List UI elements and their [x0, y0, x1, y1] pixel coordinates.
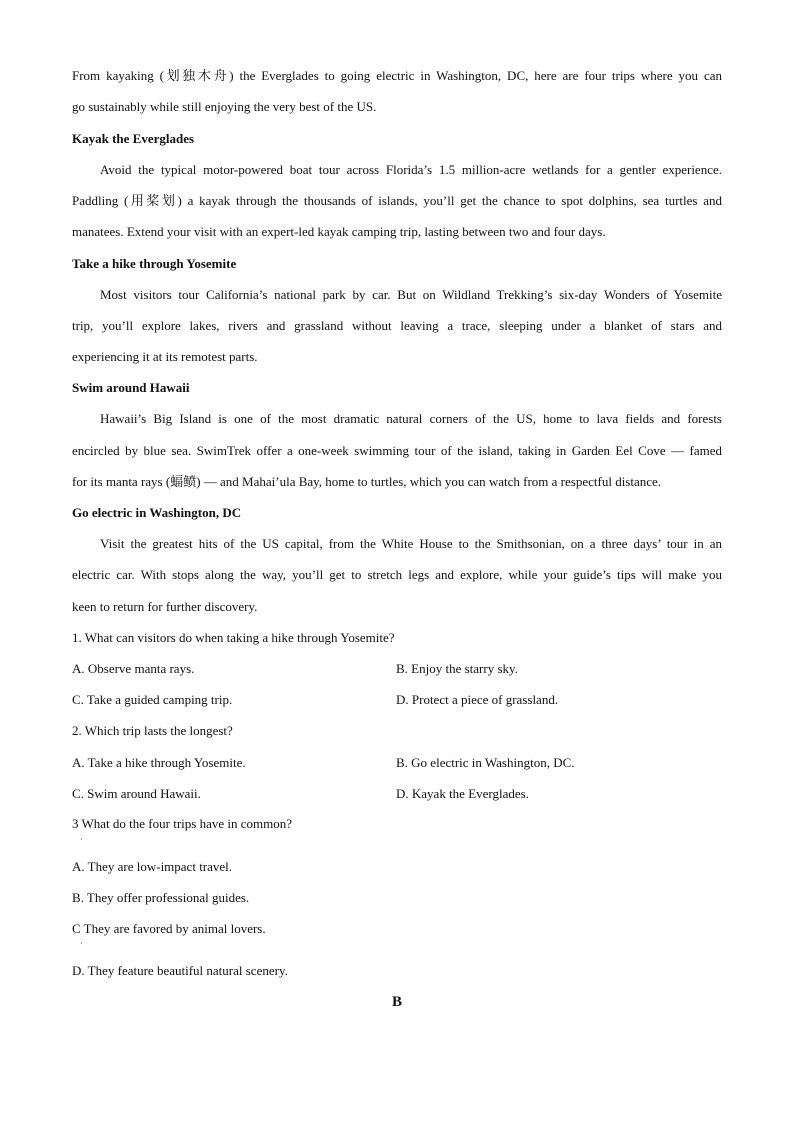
paragraph-line: Hawaii’s Big Island is one of the most dramatic natural corners of the US, home to lava fields and forests [100, 411, 722, 426]
question-stem: 1. What can visitors do when taking a hike through Yosemite? [72, 630, 395, 645]
section-heading-hawaii: Swim around Hawaii [72, 380, 190, 395]
paragraph-line: keen to return for further discovery. [72, 599, 258, 614]
section-heading-washington: Go electric in Washington, DC [72, 505, 242, 520]
paragraph-line: for its manta rays (蝠鲼) — and Mahai’ula Bay, home to turtles, which you can watch from a respectful distance. [72, 474, 662, 489]
question-2-options-row-1 [72, 755, 722, 771]
dot-mark: · [80, 938, 83, 948]
paragraph-line: experiencing it at its remotest parts. [72, 349, 258, 364]
paragraph-line: Avoid the typical motor-powered boat tour across Florida’s 1.5 million-acre wetlands for a gentler experience. [100, 162, 722, 177]
paragraph-line: Paddling (用桨划) a kayak through the thousands of islands, you’ll get the chance to spot dolphins, sea turtles and [72, 193, 722, 208]
question-stem: 2. Which trip lasts the longest? [72, 723, 233, 738]
option-a[interactable]: A. They are low-impact travel. [72, 859, 233, 874]
paragraph-line: manatees. Extend your visit with an expert-led kayak camping trip, lasting between two and four days. [72, 224, 606, 239]
option-c[interactable]: C They are favored by animal lovers. [72, 921, 266, 936]
option-b[interactable]: B. They offer professional guides. [72, 890, 250, 905]
question-2-options-row-2 [72, 786, 722, 802]
intro-line-2: go sustainably while still enjoying the very best of the US. [72, 99, 377, 114]
option-c[interactable]: C. Take a guided camping trip. [72, 692, 233, 707]
option-b[interactable]: B. Enjoy the starry sky. [396, 661, 518, 676]
option-c[interactable]: C. Swim around Hawaii. [72, 786, 201, 801]
section-heading-kayak: Kayak the Everglades [72, 131, 195, 146]
option-a[interactable]: A. Take a hike through Yosemite. [72, 755, 246, 770]
paragraph-line: encircled by blue sea. SwimTrek offer a one-week swimming tour of the island, taking in Garden Eel Cove — famed [72, 443, 722, 458]
intro-line-1: From kayaking (划独木舟) the Everglades to going electric in Washington, DC, here are four trips where you can [72, 68, 722, 83]
question-1-options-row-1 [72, 661, 722, 677]
option-d[interactable]: D. Kayak the Everglades. [396, 786, 529, 801]
question-1-options-row-2 [72, 692, 722, 708]
section-letter: B [391, 994, 402, 1010]
paragraph-line: electric car. With stops along the way, you’ll get to stretch legs and explore, while your guide’s tips will make you [72, 567, 722, 582]
option-b[interactable]: B. Go electric in Washington, DC. [396, 755, 575, 770]
paragraph-line: Visit the greatest hits of the US capital, from the White House to the Smithsonian, on a three days’ tour in an [100, 536, 722, 551]
paragraph-line: trip, you’ll explore lakes, rivers and grassland without leaving a trace, sleeping under a blanket of stars and [72, 318, 722, 333]
option-d[interactable]: D. Protect a piece of grassland. [396, 692, 559, 707]
question-stem: 3 What do the four trips have in common? [72, 816, 292, 831]
paragraph-line: Most visitors tour California’s national park by car. But on Wildland Trekking’s six-day Wonders of Yosemite [100, 287, 722, 302]
dot-mark: · [80, 834, 83, 844]
option-d[interactable]: D. They feature beautiful natural scenery. [72, 963, 288, 978]
section-heading-yosemite: Take a hike through Yosemite [72, 256, 237, 271]
option-a[interactable]: A. Observe manta rays. [72, 661, 195, 676]
